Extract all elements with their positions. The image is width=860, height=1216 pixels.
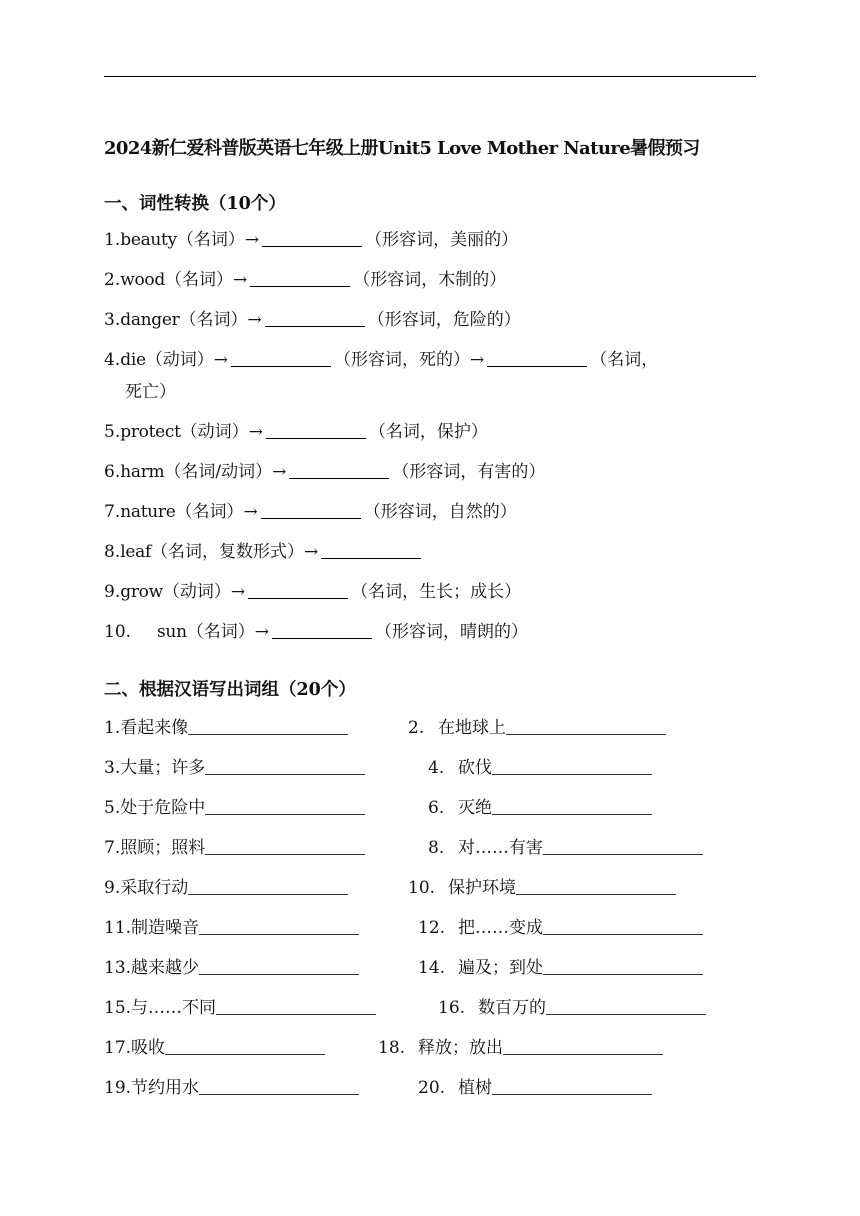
phrase-text: 灭绝 (458, 798, 492, 818)
item-word: nature (120, 502, 176, 522)
answer-blank[interactable] (506, 716, 666, 735)
word-form-item (104, 620, 528, 644)
answer-blank[interactable] (265, 308, 365, 327)
word-form-item (104, 580, 521, 604)
phrase-item (418, 1076, 652, 1100)
item-number: 3. (104, 310, 121, 330)
phrase-item (104, 1036, 325, 1060)
phrase-item (428, 796, 652, 820)
answer-blank[interactable] (205, 836, 365, 855)
answer-blank[interactable] (205, 756, 365, 775)
item-pos: （名词/动词）→ (164, 462, 287, 482)
item-word: grow (120, 582, 163, 602)
phrase-text: 照顾；照料 (120, 838, 206, 858)
item-word: harm (120, 462, 165, 482)
header-rule (104, 76, 756, 77)
item-number: 9. (104, 878, 121, 898)
phrase-item (378, 1036, 663, 1060)
item-pos: （名词）→ (186, 622, 269, 642)
item-number: 14. (418, 958, 446, 978)
item-hint: （形容词，有害的） (392, 462, 546, 482)
item-word: sun (157, 622, 187, 642)
answer-blank[interactable] (231, 348, 331, 367)
item-hint: （名词，保护） (368, 422, 488, 442)
phrase-text: 吸收 (131, 1038, 166, 1058)
item-number: 16. (438, 998, 466, 1018)
phrase-text: 节约用水 (131, 1078, 200, 1098)
item-number: 2. (408, 718, 425, 738)
phrase-text: 在地球上 (438, 718, 506, 738)
section1-heading: 一、词性转换（10个） (104, 194, 286, 214)
phrase-text: 看起来像 (120, 718, 189, 738)
answer-blank[interactable] (492, 756, 652, 775)
item-number: 10. (408, 878, 436, 898)
word-form-item (104, 420, 488, 444)
answer-blank[interactable] (492, 1076, 652, 1095)
phrase-text: 大量；许多 (120, 758, 206, 778)
phrase-item (418, 916, 703, 940)
document-title: 2024新仁爱科普版英语七年级上册Unit5 Love Mother Nature暑假预习 (104, 138, 700, 159)
phrase-item (104, 956, 359, 980)
item-hint: （形容词，木制的） (353, 270, 507, 290)
phrase-text: 把……变成 (458, 918, 543, 938)
answer-blank[interactable] (199, 916, 359, 935)
item-number: 5. (104, 422, 121, 442)
answer-blank[interactable] (250, 268, 350, 287)
phrase-text: 越来越少 (131, 958, 200, 978)
item-number: 1. (104, 718, 121, 738)
word-form-item (104, 348, 658, 372)
answer-blank[interactable] (543, 956, 703, 975)
word-form-item (104, 500, 517, 524)
item-pos: （动词）→ (162, 582, 246, 602)
phrase-item (104, 1076, 359, 1100)
phrase-text: 数百万的 (478, 998, 546, 1018)
item-hint: （形容词，危险的） (367, 310, 521, 330)
item-pos: （动词）→ (145, 350, 228, 370)
item-hint: （名词， (590, 350, 659, 370)
item-number: 4. (104, 350, 121, 370)
item-number: 20. (418, 1078, 446, 1098)
phrase-text: 释放；放出 (418, 1038, 503, 1058)
answer-blank[interactable] (199, 1076, 359, 1095)
answer-blank[interactable] (199, 956, 359, 975)
phrase-item (428, 756, 652, 780)
item-hint: （形容词，死的）→ (333, 350, 485, 370)
answer-blank[interactable] (266, 420, 366, 439)
section2-heading: 二、根据汉语写出词组（20个） (104, 680, 356, 700)
word-form-item (104, 268, 506, 292)
item-number: 18. (378, 1038, 406, 1058)
item-hint-continued: 死亡） (125, 382, 176, 402)
phrase-item (438, 996, 706, 1020)
answer-blank[interactable] (492, 796, 652, 815)
item-hint: （形容词，自然的） (363, 502, 517, 522)
item-word: protect (120, 422, 181, 442)
item-word: wood (120, 270, 165, 290)
word-form-item (104, 540, 424, 564)
phrase-text: 制造噪音 (131, 918, 200, 938)
item-number: 7. (104, 502, 121, 522)
item-number: 12. (418, 918, 446, 938)
item-pos: （名词，复数形式）→ (150, 542, 319, 562)
answer-blank[interactable] (503, 1036, 663, 1055)
item-number: 6. (104, 462, 121, 482)
item-number: 4. (428, 758, 445, 778)
item-number: 8. (428, 838, 445, 858)
item-hint: （形容词，晴朗的） (374, 622, 528, 642)
item-pos: （名词）→ (179, 310, 262, 330)
phrase-text: 遍及；到处 (458, 958, 543, 978)
item-pos: （动词）→ (180, 422, 263, 442)
item-hint: （形容词，美丽的） (365, 230, 519, 250)
answer-blank[interactable] (487, 348, 587, 367)
word-form-item (104, 228, 518, 252)
answer-blank[interactable] (516, 876, 676, 895)
answer-blank[interactable] (272, 620, 372, 639)
phrase-text: 采取行动 (120, 878, 189, 898)
phrase-item (104, 796, 365, 820)
phrase-text: 砍伐 (458, 758, 492, 778)
word-form-item (104, 460, 545, 484)
phrase-item (104, 716, 348, 740)
item-number: 11. (104, 918, 132, 938)
item-number: 7. (104, 838, 121, 858)
item-number: 8. (104, 542, 121, 562)
phrase-item (408, 716, 666, 740)
item-number: 3. (104, 758, 121, 778)
phrase-item (408, 876, 676, 900)
phrase-item (104, 836, 365, 860)
answer-blank[interactable] (261, 500, 361, 519)
item-number: 5. (104, 798, 121, 818)
answer-blank[interactable] (289, 460, 389, 479)
word-form-item (104, 308, 521, 332)
phrase-item (104, 996, 376, 1020)
item-pos: （名词）→ (164, 270, 248, 290)
phrase-text: 与……不同 (131, 998, 217, 1018)
item-word: beauty (120, 230, 177, 250)
item-hint: （名词，生长；成长） (351, 582, 522, 602)
phrase-text: 植树 (458, 1078, 492, 1098)
item-pos: （名词）→ (176, 230, 260, 250)
answer-blank[interactable] (321, 540, 421, 559)
item-number: 15. (104, 998, 132, 1018)
phrase-text: 处于危险中 (120, 798, 206, 818)
answer-blank[interactable] (165, 1036, 325, 1055)
item-number: 19. (104, 1078, 132, 1098)
answer-blank[interactable] (205, 796, 365, 815)
item-word: die (120, 350, 146, 370)
answer-blank[interactable] (543, 836, 703, 855)
item-number: 13. (104, 958, 132, 978)
phrase-item (428, 836, 703, 860)
answer-blank[interactable] (216, 996, 376, 1015)
phrase-item (104, 756, 365, 780)
phrase-item (104, 876, 348, 900)
answer-blank[interactable] (262, 228, 362, 247)
phrase-item (418, 956, 703, 980)
answer-blank[interactable] (188, 716, 348, 735)
item-number: 2. (104, 270, 121, 290)
item-word: leaf (120, 542, 151, 562)
answer-blank[interactable] (188, 876, 348, 895)
item-number: 17. (104, 1038, 132, 1058)
phrase-item (104, 916, 359, 940)
answer-blank[interactable] (248, 580, 348, 599)
item-pos: （名词）→ (175, 502, 258, 522)
item-number: 9. (104, 582, 121, 602)
item-word: danger (120, 310, 180, 330)
answer-blank[interactable] (543, 916, 703, 935)
item-number: 10. (104, 622, 132, 642)
item-number: 1. (104, 230, 121, 250)
phrase-text: 对……有害 (458, 838, 543, 858)
item-number: 6. (428, 798, 445, 818)
phrase-text: 保护环境 (448, 878, 516, 898)
answer-blank[interactable] (546, 996, 706, 1015)
